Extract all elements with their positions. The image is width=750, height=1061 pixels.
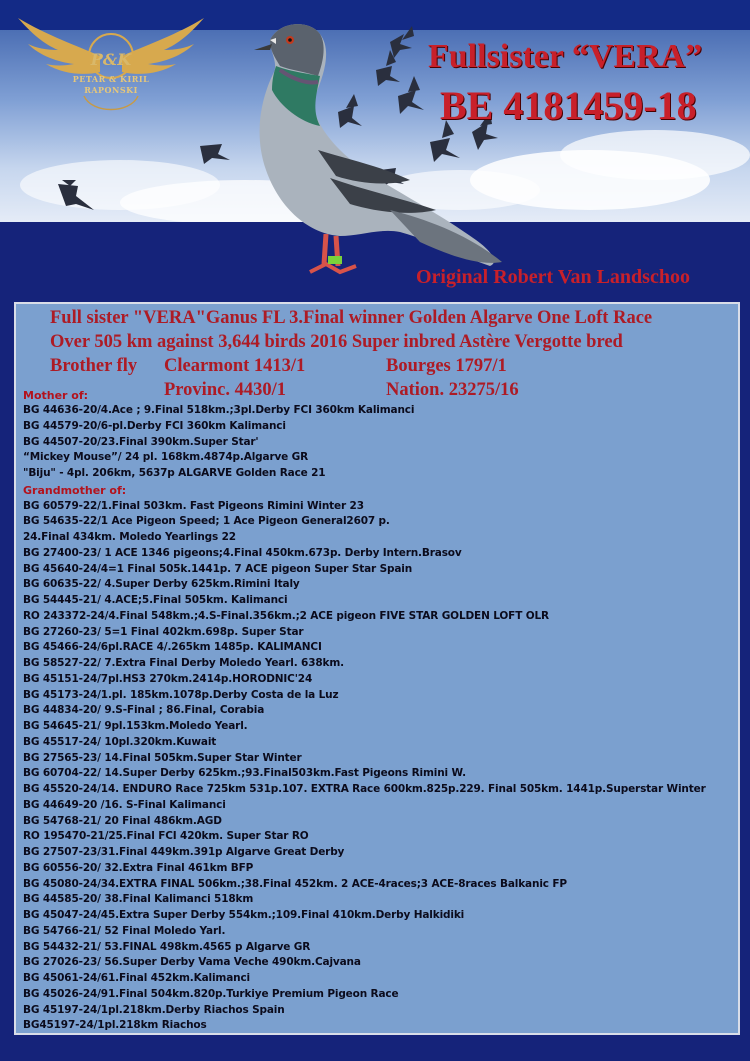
original-breeder: Original Robert Van Landschoo [416,266,690,288]
grandmother-of-entry: BG 27507-23/31.Final 449km.391p Algarve Great Derby [23,846,345,858]
mother-of-entry: BG 44636-20/4.Ace ; 9.Final 518km.;3pl.Derby FCI 360km Kalimanci [23,404,415,416]
headline-sister-info: Full sister "VERA"Ganus FL 3.Final winner Golden Algarve One Loft Race [50,308,653,328]
grandmother-of-label: Grandmother of: [23,483,127,497]
grandmother-of-entry: BG 27026-23/ 56.Super Derby Vama Veche 490km.Cajvana [23,956,361,969]
headline-race-info: Over 505 km against 3,644 birds 2016 Super inbred Astère Vergotte bred [50,332,623,352]
grandmother-of-entry: BG 58527-22/ 7.Extra Final Derby Moledo Yearl. 638km. [23,657,344,669]
grandmother-of-entry: BG 27565-23/ 14.Final 505km.Super Star Winter [23,751,302,764]
grandmother-of-entry: BG 54766-21/ 52 Final Moledo Yarl. [23,924,226,937]
grandmother-of-entry: BG 54445-21/ 4.ACE;5.Final 505km. Kalimanci [23,594,288,606]
brother-result-provinc: Provinc. 4430/1 [164,380,286,400]
grandmother-of-entry: 24.Final 434km. Moledo Yearlings 22 [23,531,236,543]
grandmother-of-entry: BG 60635-22/ 4.Super Derby 625km.Rimini Italy [23,578,300,591]
grandmother-of-entry: BG45197-24/1pl.218km Riachos [23,1019,207,1032]
logo-name-line2: RAPONSKI [84,85,138,95]
breeder-logo [18,16,204,126]
golden-wings-icon [18,16,204,126]
grandmother-of-entry: BG 45151-24/7pl.HS3 270km.2414p.HORODNIC'24 [23,672,313,685]
grandmother-of-entry: BG 45173-24/1.pl. 185km.1078p.Derby Costa de la Luz [23,688,339,701]
mother-of-entry: BG 44579-20/6-pl.Derby FCI 360km Kalimanci [23,419,286,432]
grandmother-of-entry: BG 45080-24/34.EXTRA FINAL 506km.;38.Final 452km. 2 ACE-4races;3 ACE-8races Balkanic FP [23,877,567,890]
page-title: Fullsister “VERA” [428,38,703,75]
grandmother-of-entry: BG 54432-21/ 53.FINAL 498km.4565 p Algarve GR [23,940,311,953]
brother-result-clearmont: Clearmont 1413/1 [164,356,306,376]
grandmother-of-entry: BG 60556-20/ 32.Extra Final 461km BFP [23,861,254,874]
brother-result-nation: Nation. 23275/16 [386,380,519,400]
grandmother-of-entry: BG 44585-20/ 38.Final Kalimanci 518km [23,893,254,906]
grandmother-of-entry: RO 195470-21/25.Final FCI 420km. Super Star RO [23,830,309,843]
grandmother-of-entry: BG 54635-22/1 Ace Pigeon Speed; 1 Ace Pigeon General2607 p. [23,515,390,528]
grandmother-of-entry: BG 45640-24/4=1 Final 505k.1441p. 7 ACE pigeon Super Star Spain [23,562,413,575]
grandmother-of-entry: BG 45466-24/6pl.RACE 4/.265km 1485p. KALIMANCI [23,641,322,654]
footer-band [0,1040,750,1061]
grandmother-of-entry: BG 45517-24/ 10pl.320km.Kuwait [23,735,217,748]
logo-monogram: P&K [90,50,132,69]
mother-of-entry: "Biju" - 4pl. 206km, 5637p ALGARVE Golden Race 21 [23,467,326,479]
grandmother-of-entry: BG 54768-21/ 20 Final 486km.AGD [23,814,222,827]
grandmother-of-entry: BG 45520-24/14. ENDURO Race 725km 531p.107. EXTRA Race 600km.825p.229. Final 505km. 1441p.Superstar Winter [23,783,706,795]
grandmother-of-entry: BG 27260-23/ 5=1 Final 402km.698p. Super Star [23,625,304,638]
logo-name-line1: PETAR & KIRIL [72,74,150,84]
grandmother-of-entry: BG 27400-23/ 1 ACE 1346 pigeons;4.Final 450km.673p. Derby Intern.Brasov [23,546,462,559]
grandmother-of-entry: BG 45026-24/91.Final 504km.820p.Turkiye Premium Pigeon Race [23,987,399,1000]
grandmother-of-entry: BG 60704-22/ 14.Super Derby 625km.;93.Final503km.Fast Pigeons Rimini W. [23,767,466,780]
pedigree-info-panel [14,302,740,1035]
brother-result-bourges: Bourges 1797/1 [386,356,507,376]
mother-of-label: Mother of: [23,389,89,402]
grandmother-of-entry: BG 45197-24/1pl.218km.Derby Riachos Spain [23,1003,285,1016]
grandmother-of-entry: BG 45047-24/45.Extra Super Derby 554km.;109.Final 410km.Derby Halkidiki [23,909,465,921]
mother-of-entry: “Mickey Mouse”/ 24 pl. 168km.4874p.Algarve GR [23,451,309,464]
grandmother-of-entry: BG 60579-22/1.Final 503km. Fast Pigeons Rimini Winter 23 [23,499,364,512]
mother-of-entry: BG 44507-20/23.Final 390km.Super Star' [23,435,259,448]
brother-label: Brother fly [50,356,138,376]
grandmother-of-entry: RO 243372-24/4.Final 548km.;4.S-Final.356km.;2 ACE pigeon FIVE STAR GOLDEN LOFT OLR [23,609,549,622]
grandmother-of-entry: BG 44834-20/ 9.S-Final ; 86.Final, Corabia [23,704,265,717]
grandmother-of-entry: BG 45061-24/61.Final 452km.Kalimanci [23,972,250,984]
ring-number-title: BE 4181459-18 [440,83,697,128]
header-banner [0,0,750,292]
grandmother-of-entry: BG 44649-20 /16. S-Final Kalimanci [23,798,226,811]
grandmother-of-entry: BG 54645-21/ 9pl.153km.Moledo Yearl. [23,720,248,732]
